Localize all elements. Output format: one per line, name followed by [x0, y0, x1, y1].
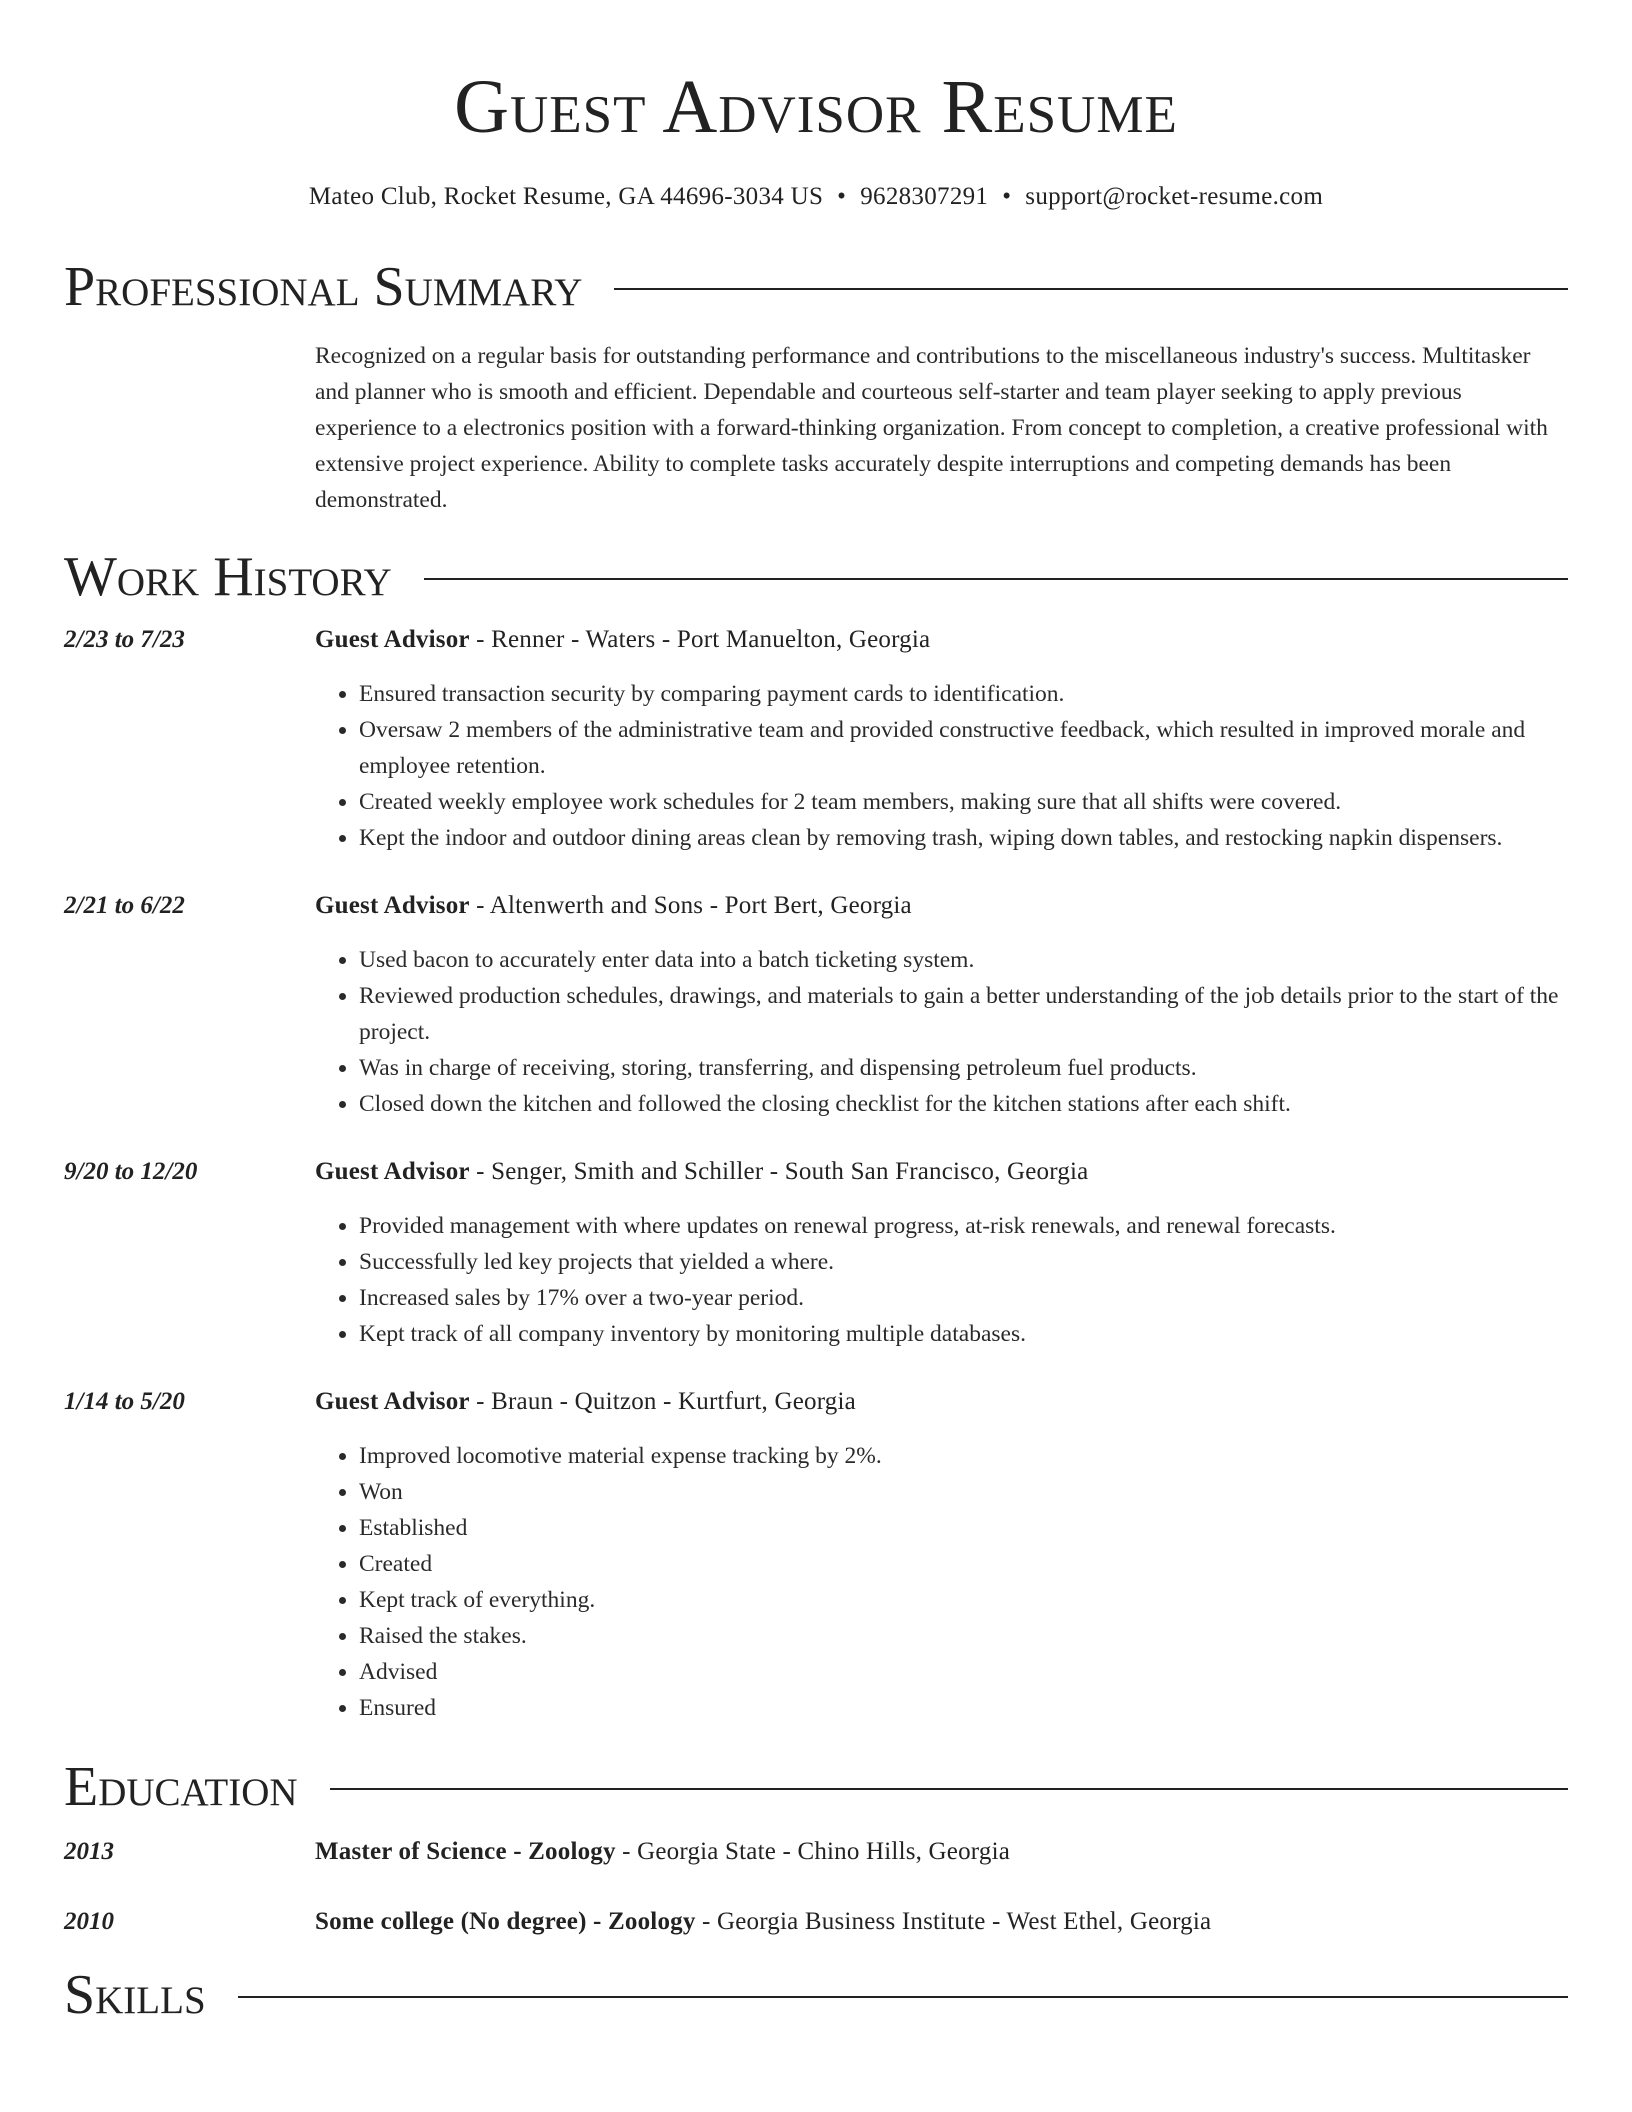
job-bullet: • Improved locomotive material expense tracking by 2%.: [359, 1438, 1568, 1474]
work-entry: [64, 622, 1568, 856]
work-entry-heading: [315, 888, 1568, 924]
degree-name: Master of Science - Zoology: [315, 1838, 616, 1865]
work-entry-body: [315, 888, 1568, 1122]
job-bullet: • Won: [359, 1474, 1568, 1510]
education-heading-line: [315, 1834, 1568, 1870]
job-bullet-list: [315, 942, 1568, 1122]
summary-text: Recognized on a regular basis for outstanding performance and contributions to the miscellaneous industry's success. Multitasker and planner who is smooth and efficient. Dependable and courteous self-starter and team player seeking to apply previous experience to a electronics position with a forward-thinking organization. From concept to completion, a creative professional with extensive project experience. Ability to complete tasks accurately despite interruptions and competing demands has been demonstrated.: [315, 343, 1548, 513]
job-bullet: • Reviewed production schedules, drawings, and materials to gain a better understanding of the job details prior to the start of the project.: [359, 978, 1568, 1050]
education-year: 2010: [64, 1908, 114, 1935]
education-list: [64, 1834, 1568, 1940]
work-entry-body: [315, 1154, 1568, 1352]
contact-phone: 9628307291: [860, 183, 989, 210]
education-entry: [64, 1904, 1568, 1940]
work-history-list: [64, 622, 1568, 1726]
summary-heading: Professional Summary: [64, 256, 583, 318]
work-history-heading: Work History: [64, 546, 392, 608]
summary-section-header: [64, 254, 1568, 320]
education-heading: Education: [64, 1756, 298, 1818]
job-bullet: • Provided management with where updates on renewal progress, at-risk renewals, and renewal forecasts.: [359, 1208, 1568, 1244]
job-bullet: • Closed down the kitchen and followed the closing checklist for the kitchen stations after each shift.: [359, 1086, 1568, 1122]
section-divider: [424, 578, 1568, 580]
job-title: Guest Advisor: [315, 1158, 470, 1185]
job-bullet: • Raised the stakes.: [359, 1618, 1568, 1654]
job-bullet: • Kept track of everything.: [359, 1582, 1568, 1618]
work-dates: 1/14 to 5/20: [64, 1388, 185, 1415]
contact-line: [64, 180, 1568, 214]
contact-separator: •: [1002, 183, 1012, 210]
job-bullet-list: [315, 676, 1568, 856]
work-entry: [64, 1384, 1568, 1726]
work-history-section-header: [64, 544, 1568, 610]
section-divider: [330, 1788, 1568, 1790]
job-bullet: • Ensured transaction security by comparing payment cards to identification.: [359, 676, 1568, 712]
job-title: Guest Advisor: [315, 892, 470, 919]
work-dates: 2/21 to 6/22: [64, 892, 185, 919]
job-bullet: • Created weekly employee work schedules for 2 team members, making sure that all shifts were covered.: [359, 784, 1568, 820]
job-bullet: • Created: [359, 1546, 1568, 1582]
contact-address: Mateo Club, Rocket Resume, GA 44696-3034 US: [308, 183, 824, 210]
job-bullet-list: [315, 1208, 1568, 1352]
contact-email: support@rocket-resume.com: [1025, 183, 1324, 210]
education-section-header: [64, 1754, 1568, 1820]
job-bullet: • Kept the indoor and outdoor dining areas clean by removing trash, wiping down tables, and restocking napkin dispensers.: [359, 820, 1568, 856]
job-bullet: • Established: [359, 1510, 1568, 1546]
job-bullet: • Advised: [359, 1654, 1568, 1690]
work-dates: 9/20 to 12/20: [64, 1158, 198, 1185]
job-bullet: • Was in charge of receiving, storing, transferring, and dispensing petroleum fuel products.: [359, 1050, 1568, 1086]
job-bullet: • Successfully led key projects that yielded a where.: [359, 1244, 1568, 1280]
school-location: - Georgia Business Institute - West Ethel, Georgia: [695, 1908, 1212, 1935]
job-employer-location: - Senger, Smith and Schiller - South San Francisco, Georgia: [469, 1158, 1089, 1185]
work-entry-heading: [315, 622, 1568, 658]
job-bullet: • Oversaw 2 members of the administrative team and provided constructive feedback, which resulted in improved morale and employee retention.: [359, 712, 1568, 784]
job-bullet: • Kept track of all company inventory by monitoring multiple databases.: [359, 1316, 1568, 1352]
work-dates: 2/23 to 7/23: [64, 626, 185, 653]
job-bullet: • Used bacon to accurately enter data into a batch ticketing system.: [359, 942, 1568, 978]
work-entry-heading: [315, 1154, 1568, 1190]
work-entry-heading: [315, 1384, 1568, 1420]
job-bullet: • Ensured: [359, 1690, 1568, 1726]
work-entry-body: [315, 1384, 1568, 1726]
job-title: Guest Advisor: [315, 626, 470, 653]
resume-title: Guest Advisor Resume: [454, 65, 1178, 149]
job-bullet-list: [315, 1438, 1568, 1726]
section-divider: [238, 1996, 1568, 1998]
skills-heading: Skills: [64, 1964, 206, 2026]
job-employer-location: - Renner - Waters - Port Manuelton, Georgia: [469, 626, 931, 653]
education-heading-line: [315, 1904, 1568, 1940]
contact-separator: •: [837, 183, 847, 210]
job-employer-location: - Braun - Quitzon - Kurtfurt, Georgia: [469, 1388, 856, 1415]
job-bullet: • Increased sales by 17% over a two-year period.: [359, 1280, 1568, 1316]
education-year: 2013: [64, 1838, 114, 1865]
skills-section-header: [64, 1962, 1568, 2028]
degree-name: Some college (No degree) - Zoology: [315, 1908, 696, 1935]
section-divider: [614, 288, 1568, 290]
work-entry: [64, 888, 1568, 1122]
work-entry: [64, 1154, 1568, 1352]
school-location: - Georgia State - Chino Hills, Georgia: [615, 1838, 1011, 1865]
education-entry: [64, 1834, 1568, 1870]
job-title: Guest Advisor: [315, 1388, 470, 1415]
job-employer-location: - Altenwerth and Sons - Port Bert, Georgia: [469, 892, 912, 919]
work-entry-body: [315, 622, 1568, 856]
